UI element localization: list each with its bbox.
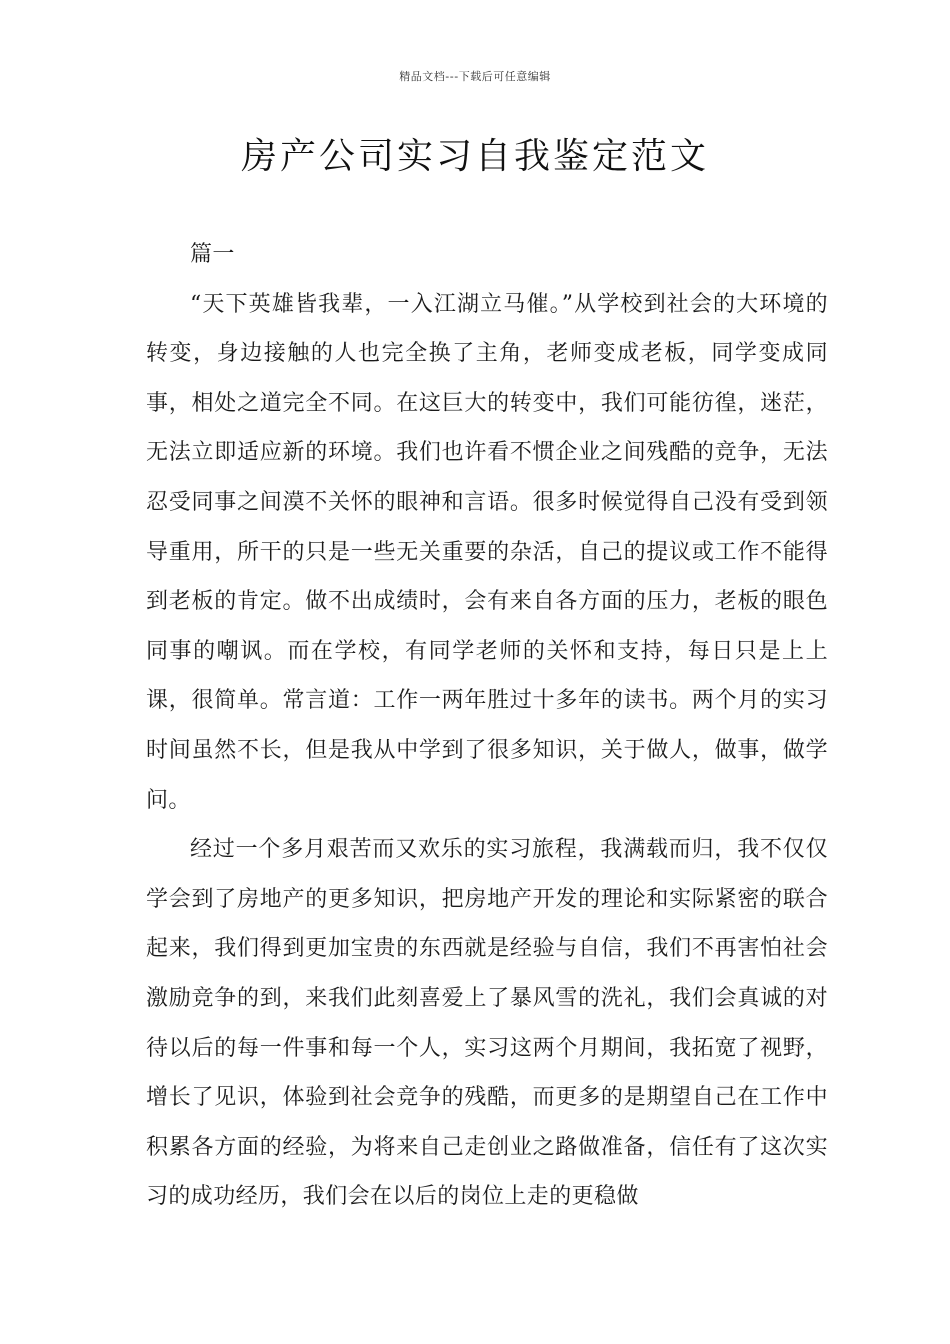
header-note: 精品文档---下载后可任意编辑 [399,70,551,83]
page-title: 房产公司实习自我鉴定范文 [240,136,709,177]
paragraph-2: 经过一个多月艰苦而又欢乐的实习旅程，我满载而归，我不仅仅学会到了房地产的更多知识，把房地产开发的理论和实际紧密的联合起来，我们得到更加宝贵的东西就是经验与自信，我们不再害怕社会激励竞争的到，来我们此刻喜爱上了暴风雪的洗礼，我们会真诚的对待以后的每一件事和每一个人，实习这两个月期间，我拓宽了视野，增长了见识，体验到社会竞争的残酷，而更多的是期望自己在工作中积累各方面的经验，为将来自己走创业之路做准备，信任有了这次实习的成功经历，我们会在以后的岗位上走的更稳做 [146,837,828,1210]
section-label: 篇一 [190,242,235,267]
paragraph-1: “天下英雄皆我辈，一入江湖立马催。”从学校到社会的大环境的转变，身边接触的人也完全换了主角，老师变成老板，同学变成同事，相处之道完全不同。在这巨大的转变中，我们可能彷徨，迷茫，无法立即适应新的环境。我们也许看不惯企业之间残酷的竞争，无法忍受同事之间漠不关怀的眼神和言语。很多时候觉得自己没有受到领导重用，所干的只是一些无关重要的杂活，自己的提议或工作不能得到老板的肯定。做不出成绩时，会有来自各方面的压力，老板的眼色同事的嘲讽。而在学校，有同学老师的关怀和支持，每日只是上上课，很简单。常言道：工作一两年胜过十多年的读书。两个月的实习时间虽然不长，但是我从中学到了很多知识，关于做人，做事，做学问。 [146,291,828,813]
document-body [146,230,828,1222]
